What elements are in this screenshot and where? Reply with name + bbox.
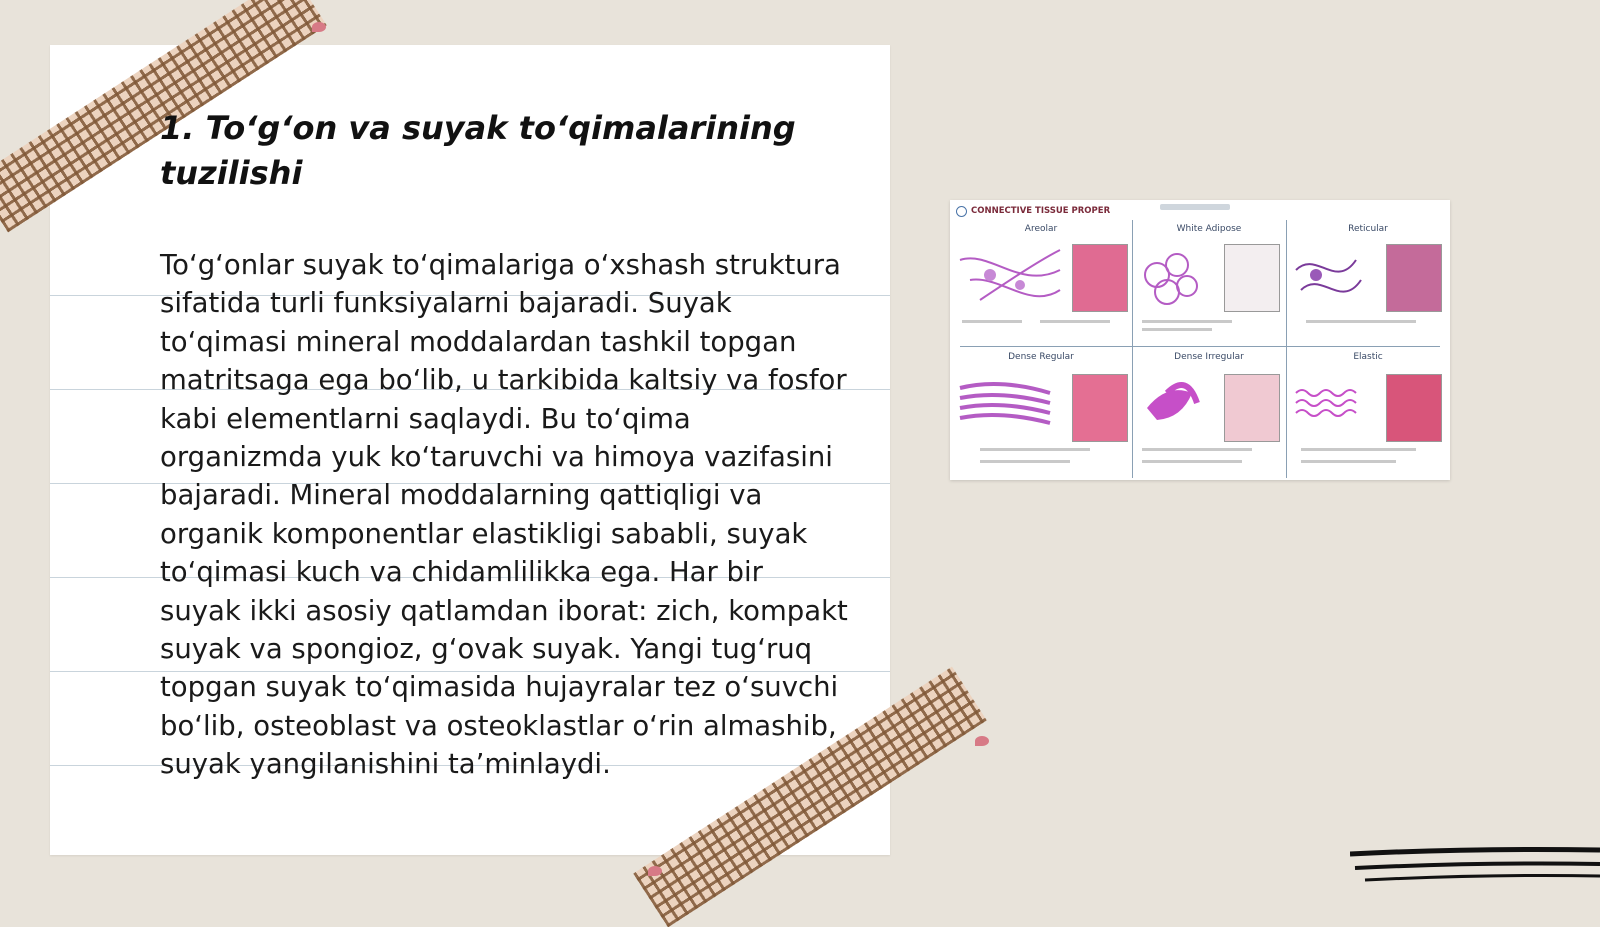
panel-label: Reticular <box>1348 224 1388 234</box>
reticular-micrograph <box>1386 244 1442 312</box>
tissue-panel-white-adipose <box>1132 220 1286 346</box>
info-icon <box>956 206 967 217</box>
panel-label: Areolar <box>1024 224 1058 234</box>
adipose-micrograph <box>1224 244 1280 312</box>
figure-title: CONNECTIVE TISSUE PROPER <box>971 206 1111 216</box>
panel-label: Dense Regular <box>1008 352 1074 362</box>
panel-label: Elastic <box>1353 352 1383 362</box>
elastic-micrograph <box>1386 374 1442 442</box>
areolar-micrograph <box>1072 244 1128 312</box>
pin-marker <box>648 866 662 876</box>
tissue-panel-dense-irregular <box>1132 348 1286 478</box>
slide-body-text: To‘g‘onlar suyak to‘qimalariga o‘xshash struktura sifatida turli funksiyalarni bajaradi. Suyak to‘qimasi mineral moddalardan tashkil topgan matritsaga ega bo‘lib, u tarkibida kaltsiy va fosfor kabi elementlarni saqlaydi. Bu to‘qima organizmda yuk ko‘taruvchi va himoya vazifasini bajaradi. Mineral moddalarning qattiqligi va organik komponentlar elastikligi sababli, suyak to‘qimasi kuch va chidamlilikka ega. Har bir suyak ikki asosiy qatlamdan iborat: zich, kompakt suyak va spongioz, g‘ovak suyak. Yangi tug‘ruq topgan suyak to‘qimasida hujayralar tez o‘suvchi bo‘lib, osteoblast va osteoklastlar o‘rin almashib, suyak yangilanishini ta’minlaydi. <box>160 249 848 781</box>
panel-label: Dense Irregular <box>1174 352 1244 362</box>
pin-marker <box>975 736 989 746</box>
slide-title: 1. To‘g‘on va suyak to‘qimalarining tuzilishi <box>160 109 796 192</box>
dense-irregular-micrograph <box>1224 374 1280 442</box>
tissue-panel-elastic <box>1286 348 1450 478</box>
figure-divider <box>960 346 1440 347</box>
brand-watermark <box>1160 204 1230 210</box>
pin-marker <box>312 22 326 32</box>
tissue-panel-reticular <box>1286 220 1450 346</box>
panel-label: White Adipose <box>1176 224 1242 234</box>
tissue-panel-areolar <box>950 220 1132 346</box>
connective-tissue-figure <box>950 200 1450 480</box>
tissue-panel-dense-regular <box>950 348 1132 478</box>
decorative-brush-lines <box>1350 846 1600 896</box>
figure-header <box>956 204 1110 218</box>
dense-regular-micrograph <box>1072 374 1128 442</box>
